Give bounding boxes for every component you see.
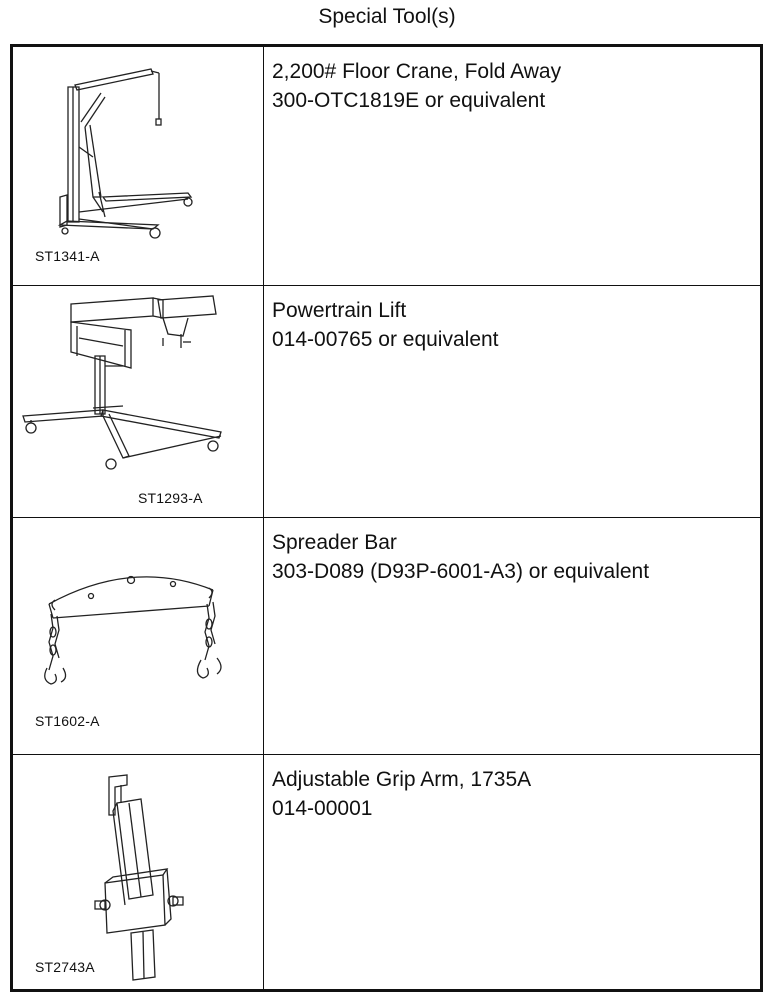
tool-image-code: ST1341-A [35, 248, 100, 264]
grip-arm-drawing [13, 755, 263, 990]
table-row [13, 47, 760, 285]
tool-image-cell [13, 755, 264, 989]
special-tools-table [10, 44, 763, 992]
tool-image-code: ST2743A [35, 959, 95, 975]
tool-description [272, 296, 752, 354]
tool-description [272, 57, 752, 115]
table-row [13, 517, 760, 754]
tool-name: Powertrain Lift [272, 299, 407, 322]
tool-part-number: 014-00765 or equivalent [272, 328, 499, 351]
tool-image-cell [13, 518, 264, 754]
table-row [13, 285, 760, 517]
tool-part-number: 300-OTC1819E or equivalent [272, 89, 546, 112]
tool-image-code: ST1293-A [138, 490, 203, 506]
powertrain-lift-drawing [13, 286, 263, 518]
table-row [13, 754, 760, 989]
tool-description [272, 765, 752, 823]
page-title: Special Tool(s) [318, 5, 456, 28]
tool-name: Spreader Bar [272, 531, 397, 554]
tool-image-code: ST1602-A [35, 713, 100, 729]
tool-image-cell [13, 47, 264, 285]
tool-description [272, 528, 752, 586]
tool-part-number: 303-D089 (D93P-6001-A3) or equivalent [272, 560, 650, 583]
tool-name: Adjustable Grip Arm, 1735A [272, 768, 532, 791]
tool-name: 2,200# Floor Crane, Fold Away [272, 60, 562, 83]
tool-part-number: 014-00001 [272, 797, 373, 820]
tool-image-cell [13, 286, 264, 517]
